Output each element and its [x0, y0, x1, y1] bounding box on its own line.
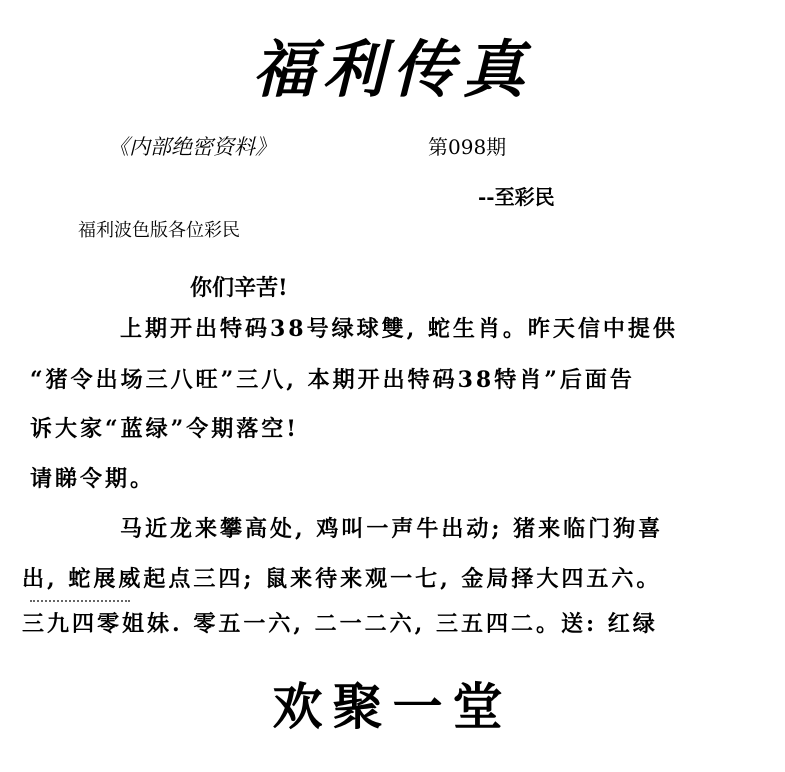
dotted-mark: [30, 600, 130, 602]
document-title: 福利传真: [252, 33, 533, 106]
issue-number: 第098期: [428, 135, 507, 159]
body-line-1: 上期开出特码38号绿球雙, 蛇生肖。昨天信中提供: [120, 316, 678, 342]
recipient-line: 福利波色版各位彩民: [78, 220, 240, 241]
body-line-6: 出, 蛇展威起点三四; 鼠来待来观一七, 金局择大四五六。: [22, 566, 662, 592]
body-line-4: 请睇令期。: [30, 466, 156, 492]
body-line-5: 马近龙来攀高处, 鸡叫一声牛出动; 猪来临门狗喜: [120, 516, 664, 542]
sender-line: --至彩民: [478, 185, 555, 209]
body-line-3: 诉大家“蓝绿”令期落空!: [30, 416, 299, 442]
body-line-2: “猪令出场三八旺”三八, 本期开出特码38特肖”后面告: [30, 367, 635, 393]
body-line-7: 三九四零姐妹. 零五一六, 二一二六, 三五四二。送: 红绿: [22, 611, 658, 637]
closing-phrase: 欢聚一堂: [272, 677, 513, 736]
document-subtitle: 《内部绝密资料》: [108, 135, 276, 159]
greeting: 你们辛苦!: [190, 275, 288, 301]
